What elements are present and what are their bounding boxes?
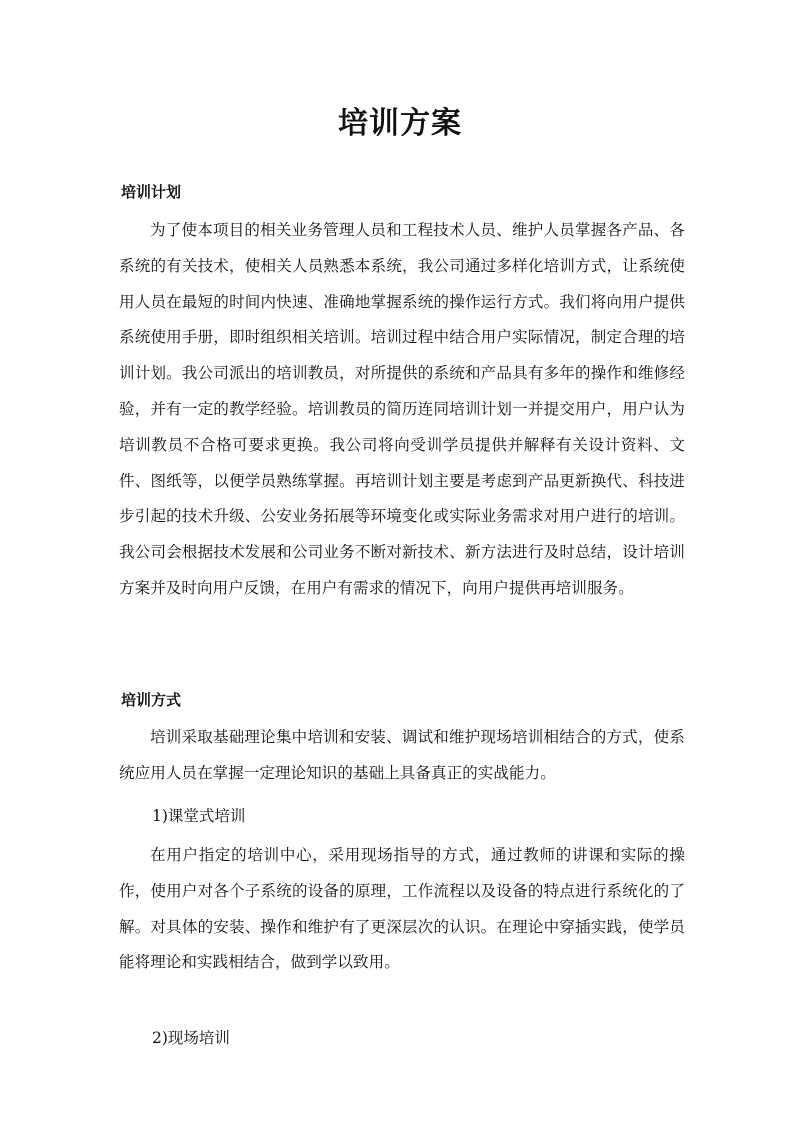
training-method-paragraph: 培训采取基础理论集中培训和安装、调试和维护现场培训相结合的方式，使系统应用人员在掌握一定理论知识的基础上具备真正的实战能力。 [119, 728, 685, 782]
classroom-training-paragraph: 在用户指定的培训中心，采用现场指导的方式，通过教师的讲课和实际的操作，使用户对各个子系统的设备的原理，工作流程以及设备的特点进行系统化的了解。对具体的安装、操作和维护有了更深层次的认识。在理论中穿插实践，使学员能将理论和实践相结合，做到学以致用。 [119, 846, 685, 972]
section-heading-training-plan: 培训计划 [121, 183, 182, 201]
training-plan-paragraph: 为了使本项目的相关业务管理人员和工程技术人员、维护人员掌握各产品、各系统的有关技术，使相关人员熟悉本系统，我公司通过多样化培训方式，让系统使用人员在最短的时间内快速、准确地掌握系统的操作运行方式。我们将向用户提供系统使用手册，即时组织相关培训。培训过程中结合用户实际情况，制定合理的培训计划。我公司派出的培训教员，对所提供的系统和产品具有多年的操作和维修经验，并有一定的教学经验。培训教员的简历连同培训计划一并提交用户，用户认为培训教员不合格可要求更换。我公司将向受训学员提供并解释有关设计资料、文件、图纸等，以便学员熟练掌握。再培训计划主要是考虑到产品更新换代、科技进步引起的技术升级、公安业务拓展等环境变化或实际业务需求对用户进行的培训。我公司会根据技术发展和公司业务不断对新技术、新方法进行及时总结，设计培训方案并及时向用户反馈，在用户有需求的情况下，向用户提供再培训服务。 [119, 221, 685, 597]
subheading-classroom-training: 1)课堂式培训 [152, 807, 246, 825]
section-heading-training-method: 培训方式 [121, 691, 182, 709]
page-title: 培训方案 [338, 106, 462, 141]
subheading-onsite-training: 2)现场培训 [152, 1029, 230, 1047]
